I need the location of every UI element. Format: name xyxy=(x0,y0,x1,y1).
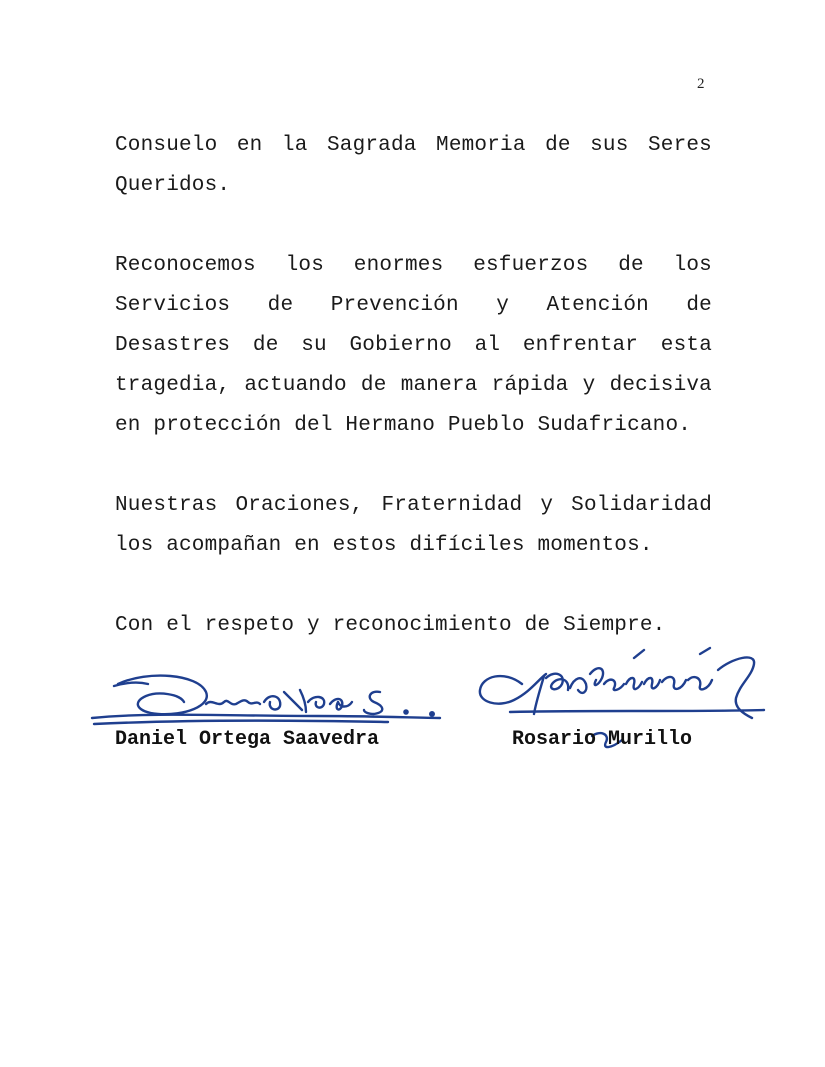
paragraph-reconocemos: Reconocemos los enormes esfuerzos de los Servicios de Prevención y Atención de Desastres de su Gobierno al enfrentar esta tragedia, actuando de manera rápida y decisiva en protección del Hermano Pueblo Sudafricano. xyxy=(115,254,712,437)
paragraph-oraciones: Nuestras Oraciones, Fraternidad y Solidaridad los acompañan en estos difíciles momentos. xyxy=(115,494,712,557)
signatory-name-rosario: Rosario Murillo xyxy=(512,728,693,751)
paragraph-consuelo: Consuelo en la Sagrada Memoria de sus Seres Queridos. xyxy=(115,134,712,197)
paragraph-closing: Con el respeto y reconocimiento de Siempre. xyxy=(115,614,666,637)
page-number: 2 xyxy=(697,76,705,92)
letter-body xyxy=(115,126,712,646)
signatory-name-daniel: Daniel Ortega Saavedra xyxy=(115,728,380,751)
